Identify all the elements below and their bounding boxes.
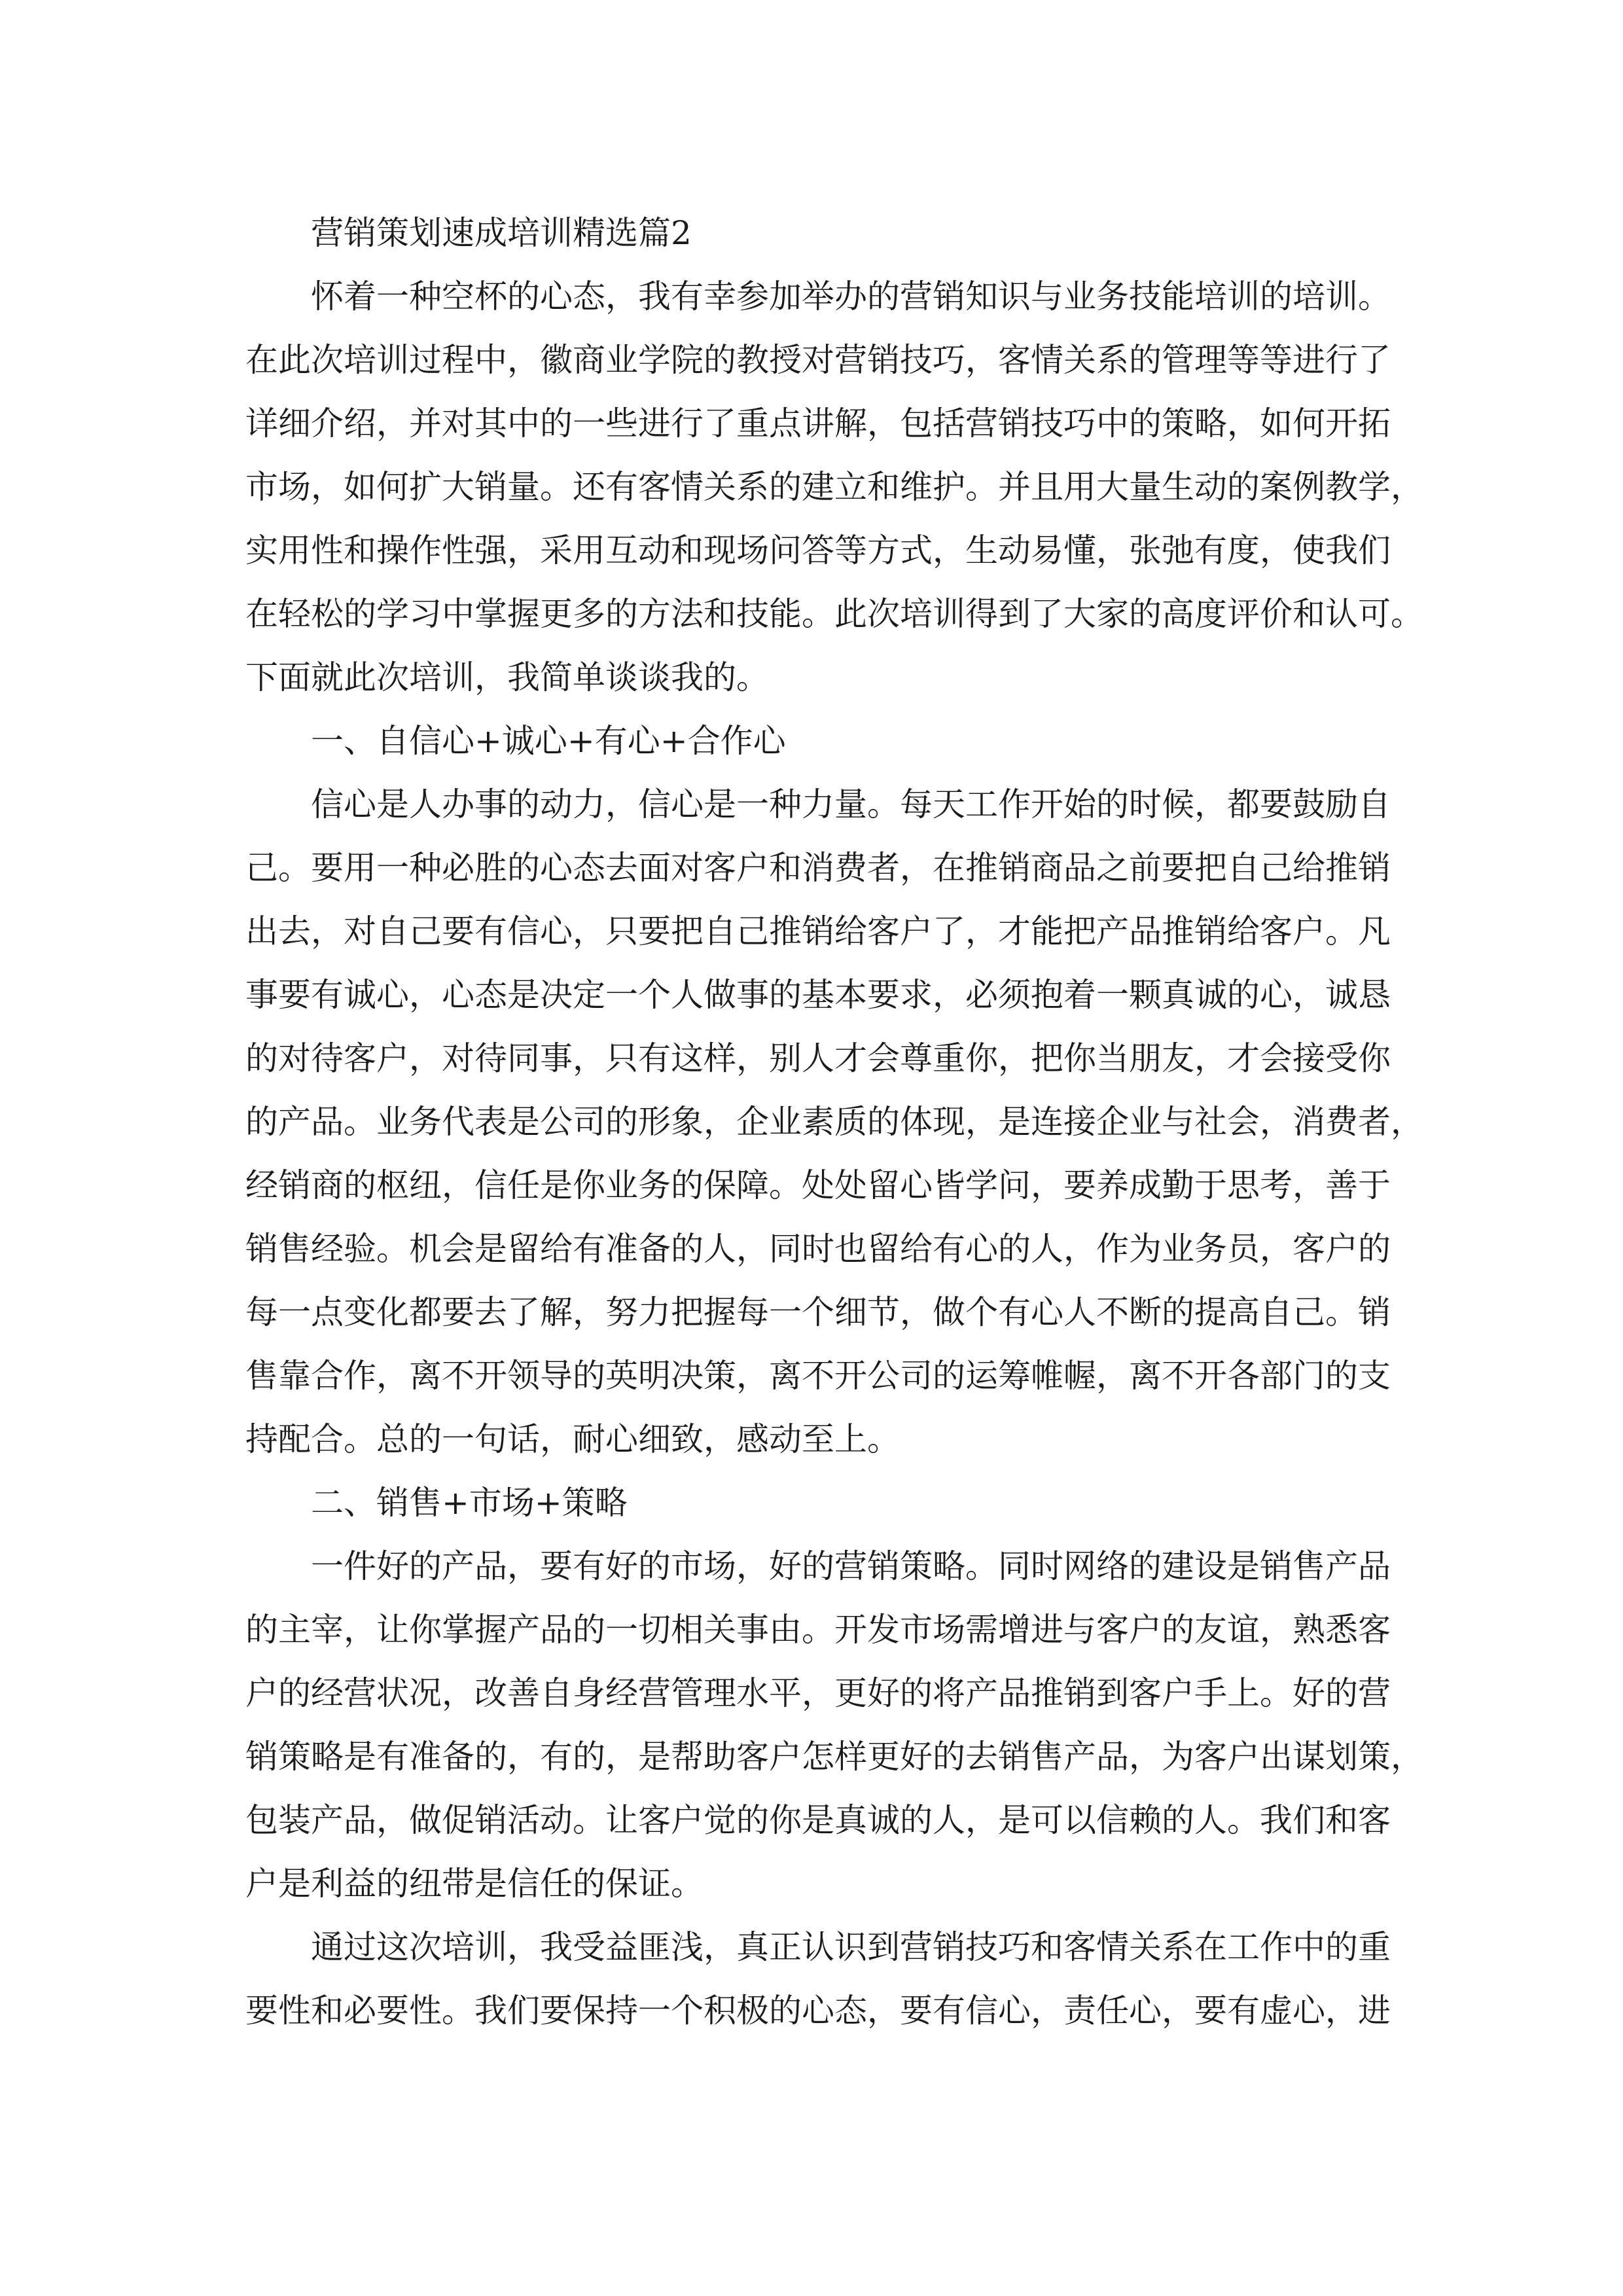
document-title: 营销策划速成培训精选篇2 (311, 214, 692, 252)
text-line: 在此次培训过程中，徽商业学院的教授对营销技巧，客情关系的管理等等进行了 (245, 341, 1391, 379)
text-line: 事要有诚心，心态是决定一个人做事的基本要求，必须抱着一颗真诚的心，诚恳 (245, 976, 1391, 1014)
document-body (245, 202, 1423, 2043)
text-line: 售靠合作，离不开领导的英明决策，离不开公司的运筹帷幄，离不开各部门的支 (245, 1357, 1391, 1395)
text-line: 通过这次培训，我受益匪浅，真正认识到营销技巧和客情关系在工作中的重 (311, 1928, 1391, 1966)
text-line: 二、销售+市场+策略 (311, 1484, 628, 1522)
text-line: 信心是人办事的动力，信心是一种力量。每天工作开始的时候，都要鼓励自 (311, 785, 1391, 823)
text-line: 销策略是有准备的，有的，是帮助客户怎样更好的去销售产品，为客户出谋划策， (245, 1738, 1423, 1776)
text-line: 要性和必要性。我们要保持一个积极的心态，要有信心，责任心，要有虚心，进 (245, 1992, 1391, 2030)
paragraph-section-1 (245, 773, 1423, 1471)
text-line: 下面就此次培训，我简单谈谈我的。 (245, 658, 769, 696)
text-line: 一件好的产品，要有好的市场，好的营销策略。同时网络的建设是销售产品 (311, 1547, 1391, 1585)
text-line: 一、自信心+诚心+有心+合作心 (311, 722, 786, 760)
text-line: 户的经营状况，改善自身经营管理水平，更好的将产品推销到客户手上。好的营 (245, 1674, 1391, 1712)
heading-section-2 (245, 1471, 1387, 1535)
text-line: 怀着一种空杯的心态，我有幸参加举办的营销知识与业务技能培训的培训。 (311, 278, 1391, 315)
text-line: 户是利益的纽带是信任的保证。 (245, 1865, 704, 1903)
text-line: 每一点变化都要去了解，努力把握每一个细节，做个有心人不断的提高自己。销 (245, 1293, 1391, 1331)
paragraph-intro (245, 265, 1423, 709)
heading-section-1 (245, 709, 1387, 773)
text-line: 经销商的枢纽，信任是你业务的保障。处处留心皆学问，要养成勤于思考，善于 (245, 1166, 1391, 1204)
text-line: 在轻松的学习中掌握更多的方法和技能。此次培训得到了大家的高度评价和认可。 (245, 595, 1423, 633)
text-line: 包装产品，做促销活动。让客户觉的你是真诚的人，是可以信赖的人。我们和客 (245, 1801, 1391, 1839)
text-line: 持配合。总的一句话，耐心细致，感动至上。 (245, 1420, 900, 1458)
paragraph-conclusion (245, 1916, 1391, 2043)
text-line: 详细介绍，并对其中的一些进行了重点讲解，包括营销技巧中的策略，如何开拓 (245, 404, 1391, 442)
text-line: 市场，如何扩大销量。还有客情关系的建立和维护。并且用大量生动的案例教学， (245, 468, 1423, 506)
text-line: 的产品。业务代表是公司的形象，企业素质的体现，是连接企业与社会，消费者， (245, 1103, 1423, 1141)
text-line: 的主宰，让你掌握产品的一切相关事由。开发市场需增进与客户的友谊，熟悉客 (245, 1611, 1391, 1649)
text-line: 出去，对自己要有信心，只要把自己推销给客户了，才能把产品推销给客户。凡 (245, 912, 1391, 950)
paragraph-section-2 (245, 1535, 1423, 1916)
text-line: 的对待客户，对待同事，只有这样，别人才会尊重你，把你当朋友，才会接受你 (245, 1039, 1391, 1077)
text-line: 销售经验。机会是留给有准备的人，同时也留给有心的人，作为业务员，客户的 (245, 1230, 1391, 1268)
text-line: 实用性和操作性强，采用互动和现场问答等方式，生动易懂，张弛有度，使我们 (245, 531, 1391, 569)
text-line: 己。要用一种必胜的心态去面对客户和消费者，在推销商品之前要把自己给推销 (245, 849, 1391, 887)
